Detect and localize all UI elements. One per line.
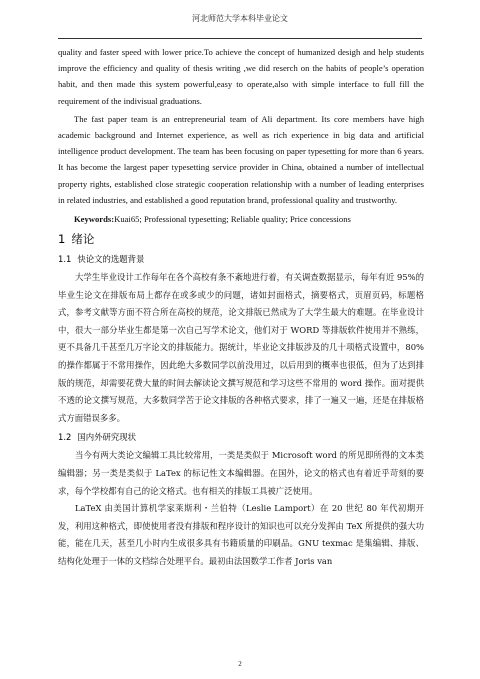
abstract-paragraph: The fast paper team is an entrepreneurial team of Ali department. Its core members have high academic background and Internet experience, as well as rich experience in big data and artificial intelligence product development. The team has been focusing on paper typesetting for more than 6 years. It has become the largest paper typesetting service provider in China, obtained a number of intellectual property rights, established close strategic cooperation relationship with a number of leading enterprises in related industries, and established a good reputation brand, professional quality and trustworthy.	[58, 113, 424, 205]
section-title: 国内外研究现状	[77, 432, 136, 443]
section-heading	[58, 429, 424, 445]
body-paragraph: LaTeX 由美国计算机学家莱斯利・兰伯特（Leslie Lamport）在 20 世纪 80 年代初期开发，利用这种格式，即使使用者没有排版和程序设计的知识也可以充分发挥由 TeX 所提供的强大功能，能在几天，甚至几小时内生成很多具有书籍质量的印刷品。GNU texmac 是集编辑、排版、结构化处理于一体的文档综合处理平台。最初由法国数学工作者 Joris van	[58, 503, 424, 566]
keywords-line	[58, 211, 424, 227]
body-paragraph: 大学生毕业设计工作每年在各个高校有条不紊地进行着，有关调查数据显示，每年有近 95%的毕业生论文在排版布局上都存在或多或少的问题，诸如封面格式，摘要格式，页眉页码，标题格式，参考文献等方面不符合所在高校的规范，论文排版已然成为了大学生最大的难题。在毕业设计中，很大一部分毕业生都是第一次自己写学术论文，他们对于 WORD 等排版软件使用并不熟练，更不具备几千甚至几万字论文的排版能力。据统计，毕业论文排版涉及的几十项格式设置中，80%的操作都属于不常用操作，因此绝大多数同学以前没用过，以后用到的概率也很低，但为了达到排版的规范，却需要花费大量的时间去解读论文撰写规范和学习这些不常用的 word 操作。面对提供不透的论文撰写规范，大多数同学苦于论文排版的各种格式要求，排了一遍又一遍，还是在排版格式方面错误多多。	[58, 272, 424, 423]
section-number: 1.1	[58, 254, 72, 265]
section-number: 1.2	[58, 432, 72, 443]
chapter-heading	[58, 230, 424, 248]
abstract-paragraph: quality and faster speed with lower price.To achieve the concept of humanized desigh and help students improve the efficiency and quality of thesis writing ,we did reserch on the habits of people’s operation habit, and then made this system powerful,easy to operate,also with simple interface to full fill the requirement of the indivisual graduations.	[58, 47, 424, 106]
page-number: 2	[238, 660, 242, 668]
page-content	[58, 44, 424, 571]
keywords-label: Keywords:	[74, 214, 115, 225]
section-heading	[58, 251, 424, 267]
body-paragraph: 当今有两大类论文编辑工具比较常用，一类是类似于 Microsoft word 的所见即所得的文本类编辑器；另一类是类似于 LaTex 的标记性文本编辑器。在国外，论文的格式也有着近乎苛刻的要求，每个学校都有自己的论文格式。也有相关的排版工具被广泛使用。	[58, 450, 424, 496]
keywords-text: Kuai65; Professional typesetting; Reliable quality; Price concessions	[114, 214, 351, 225]
chapter-number: 1	[58, 232, 66, 247]
chapter-title: 绪论	[71, 232, 95, 247]
page-header: 河北师范大学本科毕业论文	[58, 0, 422, 39]
section-title: 快论文的选题背景	[77, 254, 145, 265]
